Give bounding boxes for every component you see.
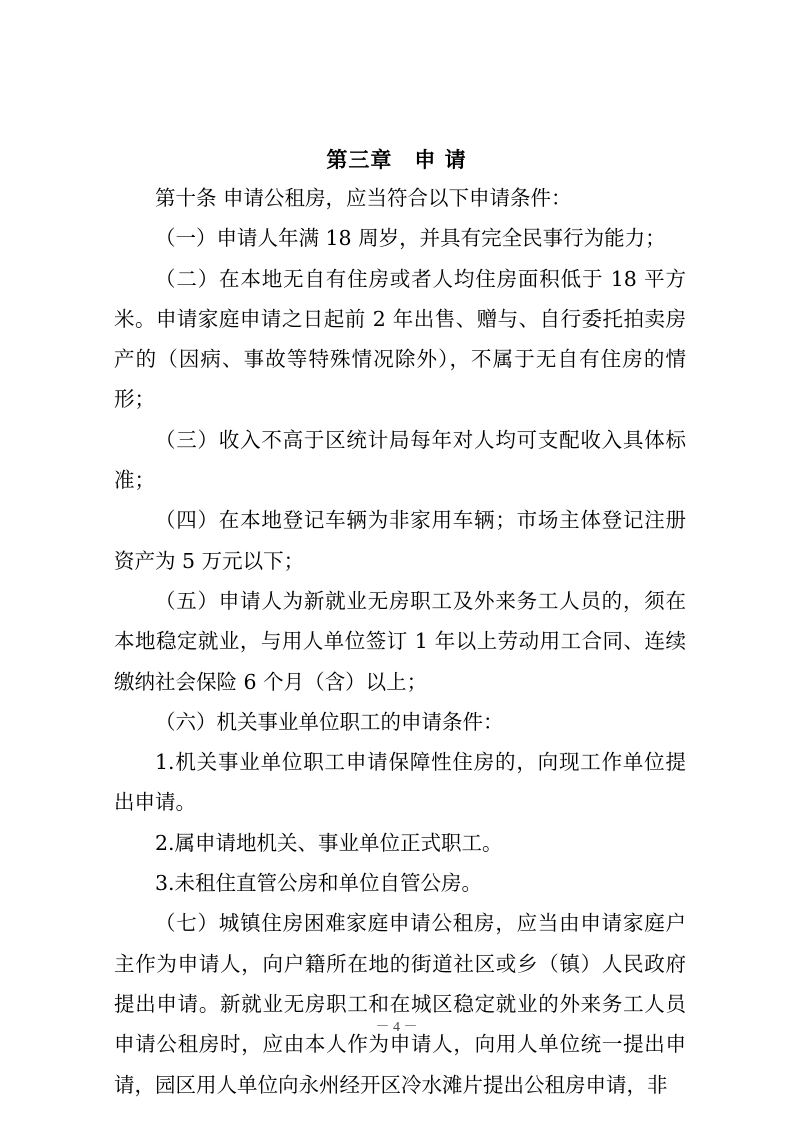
chapter-title: 第三章 申 请	[326, 148, 467, 172]
condition-4: （四）在本地登记车辆为非家用车辆；市场主体登记注册资产为 5 万元以下；	[114, 508, 686, 573]
condition-6-item-1: 1.机关事业单位职工申请保障性住房的，向现工作单位提出申请。	[114, 750, 686, 815]
condition-3: （三）收入不高于区统计局每年对人均可支配收入具体标准；	[114, 427, 686, 493]
condition-6: （六）机关事业单位职工的申请条件：	[155, 709, 504, 734]
condition-2: （二）在本地无自有住房或者人均住房面积低于 18 平方米。申请家庭申请之日起前 2 年出售、赠与、自行委托拍卖房产的（因病、事故等特殊情况除外），不属于无自有住房的情形；	[114, 266, 686, 412]
condition-5: （五）申请人为新就业无房职工及外来务工人员的，须在本地稳定就业，与用人单位签订 1 年以上劳动用工合同、连续缴纳社会保险 6 个月（含）以上；	[114, 588, 686, 694]
article-body	[114, 178, 686, 1105]
condition-7: （七）城镇住房困难家庭申请公租房，应当由申请家庭户主作为申请人，向户籍所在地的街道社区或乡（镇）人民政府提出申请。新就业无房职工和在城区稳定就业的外来务工人员申请公租房时，应由本人作为申请人，向用人单位统一提出申请，园区用人单位向永州经开区冷水滩片提出公租房申请，非	[114, 911, 686, 1097]
condition-6-item-2: 2.属申请地机关、事业单位正式职工。	[155, 830, 503, 855]
condition-6-item-3: 3.未租住直管公房和单位自管公房。	[155, 871, 483, 896]
article-heading: 第十条 申请公租房，应当符合以下申请条件：	[155, 186, 572, 210]
page-number: － 4 －	[375, 1020, 418, 1035]
condition-1: （一）申请人年满 18 周岁，并具有完全民事行为能力；	[155, 226, 666, 251]
